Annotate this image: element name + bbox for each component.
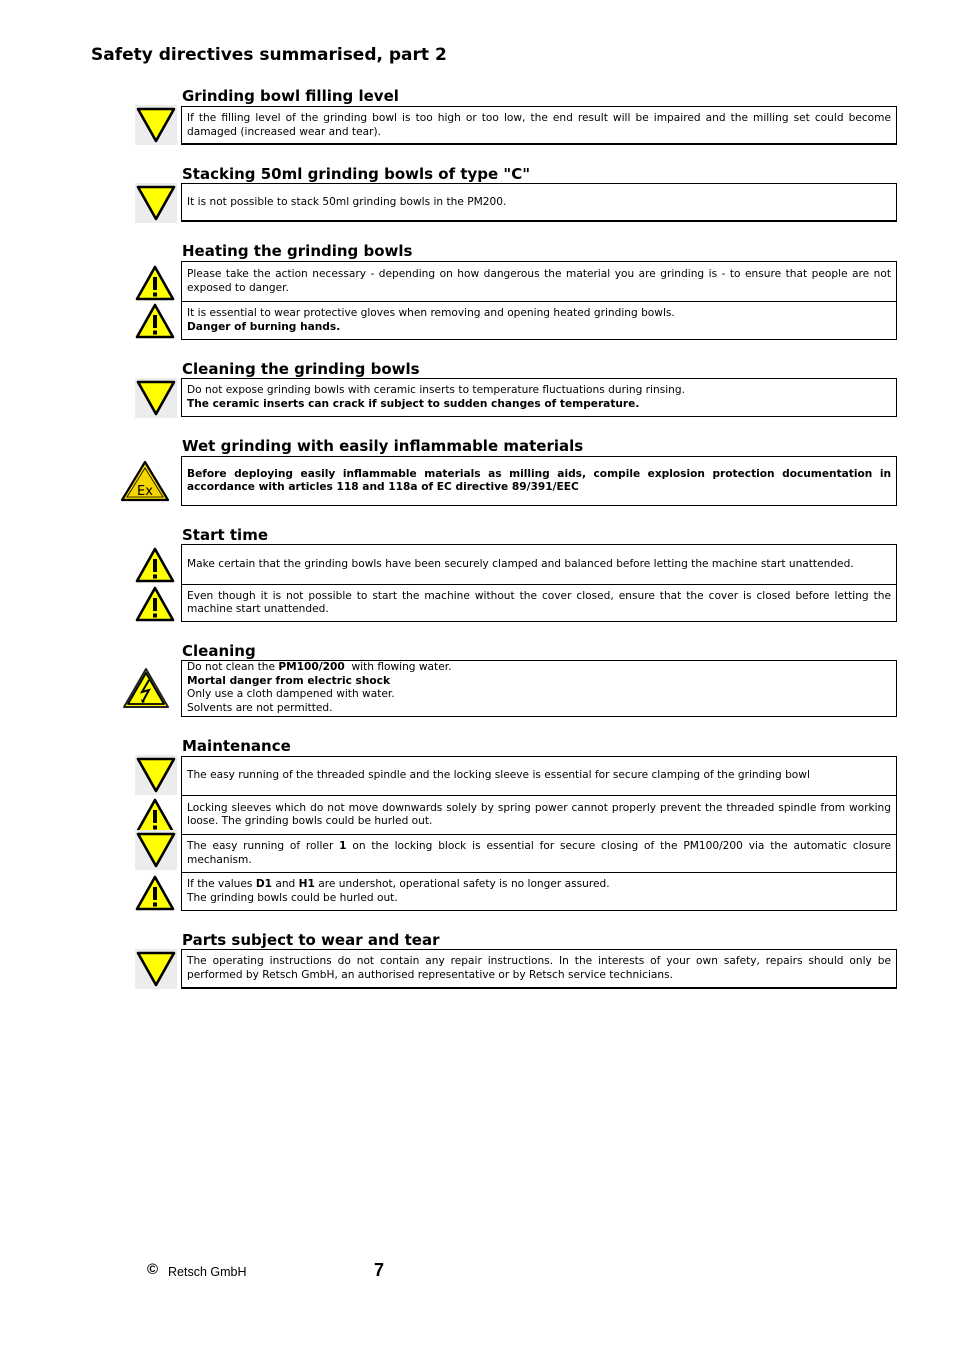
notice-text: If the values — [187, 878, 256, 890]
notice-row — [182, 107, 896, 144]
notice-text: The easy running of roller — [187, 840, 340, 852]
danger-text: Before deploying easily inflammable materials as milling aids, compile explosion protection documentation in accordance with articles 118 and 118a of EC directive 89/391/EEC — [187, 467, 891, 493]
notice-box-cleaning — [181, 660, 897, 717]
section-heading-cleaning: Cleaning — [182, 642, 256, 660]
danger-text: Danger of burning hands. — [187, 320, 341, 333]
section-heading-stacking: Stacking 50ml grinding bowls of type "C" — [182, 165, 531, 183]
notice-text: Make certain that the grinding bowls have been securely clamped and balanced before letting the machine start unattended. — [187, 557, 854, 570]
notice-text: Do not clean the — [187, 661, 279, 673]
caution-triangle-icon — [135, 755, 177, 795]
notice-text: and — [271, 878, 299, 890]
caution-triangle-icon — [135, 378, 177, 418]
notice-box-filling-level — [181, 106, 897, 145]
caution-triangle-icon — [135, 105, 177, 145]
section-heading-heating: Heating the grinding bowls — [182, 242, 413, 260]
notice-row — [182, 661, 896, 716]
section-heading-inflammable: Wet grinding with easily inflammable materials — [182, 437, 584, 455]
notice-box-maintenance — [181, 756, 897, 911]
danger-text: Mortal danger from electric shock — [187, 674, 390, 687]
notice-text: with flowing water. — [344, 661, 452, 673]
caution-triangle-icon — [135, 949, 177, 989]
notice-text: The easy running of the threaded spindle and the locking sleeve is essential for secure clamping of the grinding bowl — [187, 769, 810, 782]
section-heading-start-time: Start time — [182, 526, 269, 544]
warning-exclamation-icon — [135, 303, 175, 339]
part-number: 1 — [339, 840, 347, 852]
notice-row — [182, 457, 896, 505]
value-label: D1 — [255, 878, 272, 890]
warning-exclamation-icon — [135, 586, 175, 622]
notice-text: Do not expose grinding bowls with ceramic inserts to temperature fluctuations during rinsing. — [187, 384, 685, 396]
page-number: 7 — [374, 1260, 385, 1280]
notice-row — [182, 584, 896, 621]
notice-box-cleaning-bowls — [181, 378, 897, 417]
warning-exclamation-icon — [135, 798, 175, 834]
notice-text: Locking sleeves which do not move downwards solely by spring power cannot properly prevent the threaded spindle from working loose. The grinding bowls could be hurled out. — [187, 801, 891, 827]
notice-row — [182, 950, 896, 987]
notice-row — [182, 301, 896, 339]
notice-box-stacking — [181, 183, 897, 222]
notice-row — [182, 795, 896, 834]
notice-box-heating — [181, 261, 897, 340]
notice-box-inflammable — [181, 456, 897, 506]
notice-text: It is not possible to stack 50ml grinding bowls in the PM200. — [187, 195, 507, 208]
caution-triangle-icon — [135, 830, 177, 870]
notice-text: Only use a cloth dampened with water. — [187, 688, 395, 700]
page-title: Safety directives summarised, part 2 — [91, 45, 447, 65]
notice-row — [182, 184, 896, 221]
danger-text: The ceramic inserts can crack if subject to sudden changes of temperature. — [187, 397, 640, 410]
section-heading-filling-level: Grinding bowl filling level — [182, 87, 399, 105]
notice-text: If the filling level of the grinding bowl is too high or too low, the end result will be impaired and the milling set could become damaged (increased wear and tear). — [187, 112, 891, 138]
notice-text: on the locking block is essential for secure closing of the PM100/200 via the automatic closure mechanism. — [187, 840, 891, 866]
copyright-icon: © — [147, 1261, 159, 1278]
notice-text: Please take the action necessary - depending on how dangerous the material you are grinding is - to ensure that people are not exposed to danger. — [187, 268, 891, 294]
section-heading-maintenance: Maintenance — [182, 737, 291, 755]
notice-box-wear — [181, 949, 897, 989]
notice-row — [182, 545, 896, 584]
section-heading-wear: Parts subject to wear and tear — [182, 931, 440, 949]
notice-row — [182, 262, 896, 301]
caution-triangle-icon — [135, 183, 177, 223]
section-heading-cleaning-bowls: Cleaning the grinding bowls — [182, 360, 420, 378]
footer-company: Retsch GmbH — [168, 1265, 247, 1279]
notice-text: The grinding bowls could be hurled out. — [187, 891, 398, 904]
warning-exclamation-icon — [135, 547, 175, 583]
notice-row — [182, 834, 896, 872]
warning-exclamation-icon — [135, 265, 175, 301]
notice-text: are undershot, operational safety is no longer assured. — [314, 878, 610, 890]
notice-row — [182, 379, 896, 416]
explosion-ex-icon — [120, 460, 170, 502]
notice-text: Solvents are not permitted. — [187, 701, 333, 714]
model-name: PM100/200 — [278, 661, 345, 673]
value-label: H1 — [298, 878, 315, 890]
electric-shock-icon — [122, 667, 170, 709]
notice-box-start-time — [181, 544, 897, 622]
warning-exclamation-icon — [135, 875, 175, 911]
notice-text: It is essential to wear protective gloves when removing and opening heated grinding bowls. — [187, 307, 675, 319]
notice-row — [182, 872, 896, 910]
notice-text: Even though it is not possible to start the machine without the cover closed, ensure that the cover is closed before letting the machine start unattended. — [187, 589, 891, 615]
notice-text: The operating instructions do not contain any repair instructions. In the interests of your own safety, repairs should only be performed by Retsch GmbH, an authorised representative or by Retsch service technicians. — [187, 955, 891, 981]
notice-row — [182, 757, 896, 795]
